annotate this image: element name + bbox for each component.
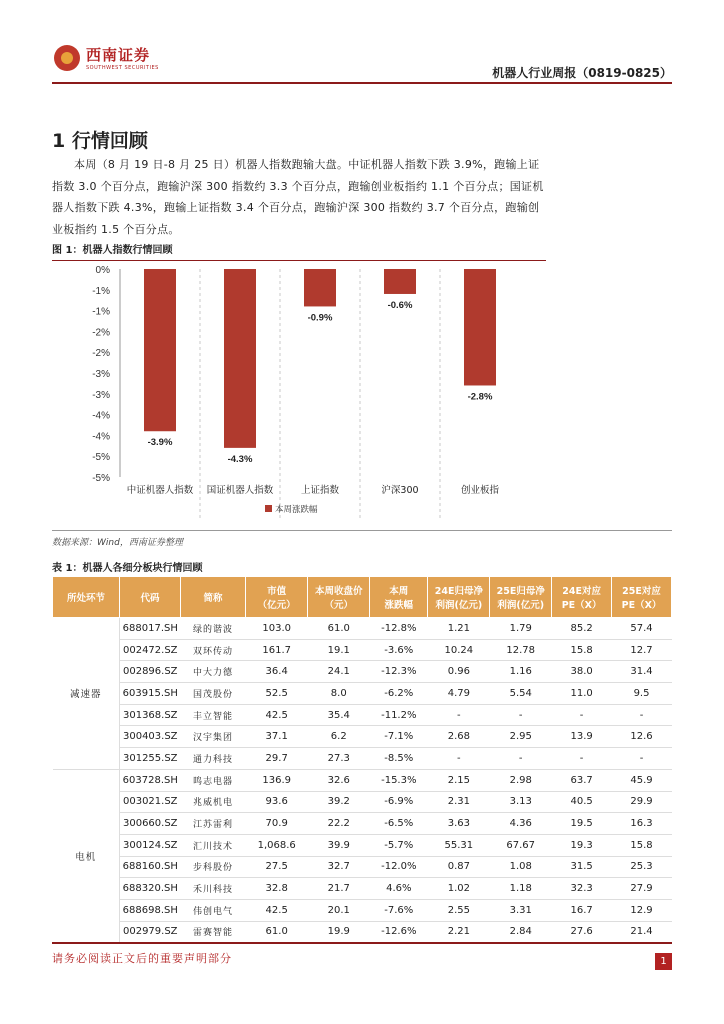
index-chart-svg — [52, 262, 546, 530]
table-cell: 通力科技 — [180, 748, 245, 770]
table-cell: 301368.SZ — [120, 704, 181, 726]
legend-swatch — [265, 505, 272, 512]
sector-cell: 减速器 — [53, 618, 120, 770]
table-cell: 19.3 — [552, 834, 612, 856]
logo-cn-text: 西南证券 — [86, 46, 151, 64]
table-header-cell — [612, 577, 672, 618]
table-cell: 9.5 — [612, 683, 672, 705]
table-cell: - — [428, 748, 490, 770]
table-cell: 603915.SH — [120, 683, 181, 705]
table-cell: 003021.SZ — [120, 791, 181, 813]
table-header-cell — [180, 577, 245, 618]
y-tick-label: -3% — [92, 389, 110, 401]
table-caption: 表 1：机器人各细分板块行情回顾 — [52, 559, 672, 579]
table-cell: 1.18 — [490, 878, 552, 900]
table-cell: 6.2 — [308, 726, 370, 748]
table-cell: 绿的谐波 — [180, 618, 245, 640]
header-line: 利润(亿元) — [435, 600, 483, 611]
table-cell: 16.3 — [612, 813, 672, 835]
header-line: （元） — [324, 600, 353, 611]
table-cell: 2.68 — [428, 726, 490, 748]
table-cell: -12.8% — [370, 618, 428, 640]
table-cell: 63.7 — [552, 769, 612, 791]
table-cell: -12.0% — [370, 856, 428, 878]
table-cell: 10.24 — [428, 639, 490, 661]
table-cell: 16.7 — [552, 899, 612, 921]
table-row — [53, 856, 672, 878]
table-cell: 301255.SZ — [120, 748, 181, 770]
table-cell: -7.6% — [370, 899, 428, 921]
table-cell: 21.4 — [612, 921, 672, 943]
table-cell: 57.4 — [612, 618, 672, 640]
table-row — [53, 921, 672, 943]
table-cell: 8.0 — [308, 683, 370, 705]
table-cell: -7.1% — [370, 726, 428, 748]
x-tick-label: 创业板指 — [460, 485, 500, 496]
table-header-cell — [246, 577, 308, 618]
table-cell: 1,068.6 — [246, 834, 308, 856]
table-cell: 31.5 — [552, 856, 612, 878]
table-cell: - — [552, 748, 612, 770]
table-header-cell — [120, 577, 181, 618]
table-cell: 67.67 — [490, 834, 552, 856]
table-cell: 688160.SH — [120, 856, 181, 878]
table-row — [53, 704, 672, 726]
table-cell: 002896.SZ — [120, 661, 181, 683]
figure-caption: 图 1：机器人指数行情回顾 — [52, 241, 546, 261]
table-cell: -8.5% — [370, 748, 428, 770]
table-cell: 禾川科技 — [180, 878, 245, 900]
table-cell: -15.3% — [370, 769, 428, 791]
chart-bar — [464, 269, 496, 385]
table-cell: 2.84 — [490, 921, 552, 943]
table-cell: 19.1 — [308, 639, 370, 661]
table-cell: 2.98 — [490, 769, 552, 791]
table-cell: 汇川技术 — [180, 834, 245, 856]
table-cell: -5.7% — [370, 834, 428, 856]
legend-label: 本周涨跌幅 — [275, 505, 318, 515]
table-cell: 19.9 — [308, 921, 370, 943]
table-row — [53, 726, 672, 748]
table-cell: 4.6% — [370, 878, 428, 900]
data-label: -2.8% — [467, 391, 493, 403]
table-row — [53, 618, 672, 640]
table-cell: -6.2% — [370, 683, 428, 705]
table-cell: 39.2 — [308, 791, 370, 813]
data-label: -3.9% — [147, 437, 173, 449]
table-cell: 雷赛智能 — [180, 921, 245, 943]
table-cell: - — [428, 704, 490, 726]
table-cell: 29.9 — [612, 791, 672, 813]
table-header-cell — [552, 577, 612, 618]
table-cell: 161.7 — [246, 639, 308, 661]
data-label: -4.3% — [227, 453, 253, 465]
table-cell: 38.0 — [552, 661, 612, 683]
table-cell: -6.9% — [370, 791, 428, 813]
table-cell: 4.36 — [490, 813, 552, 835]
header-line: 25E对应 — [622, 586, 661, 597]
table-cell: 42.5 — [246, 704, 308, 726]
header-divider — [52, 82, 672, 84]
header-line: 24E归母净 — [434, 586, 483, 597]
table-cell: 688698.SH — [120, 899, 181, 921]
table-cell: 688320.SH — [120, 878, 181, 900]
table-cell: 中大力德 — [180, 661, 245, 683]
table-cell: 002979.SZ — [120, 921, 181, 943]
table-cell: 29.7 — [246, 748, 308, 770]
x-tick-label: 沪深300 — [381, 485, 419, 496]
table-row — [53, 661, 672, 683]
table-cell: 61.0 — [246, 921, 308, 943]
table-cell: 85.2 — [552, 618, 612, 640]
table-cell: 0.87 — [428, 856, 490, 878]
header-line: （亿元） — [257, 600, 296, 611]
table-cell: 688017.SH — [120, 618, 181, 640]
table-cell: 35.4 — [308, 704, 370, 726]
y-tick-label: -4% — [92, 431, 110, 443]
y-tick-label: -3% — [92, 369, 110, 380]
table-cell: 2.95 — [490, 726, 552, 748]
table-cell: 27.3 — [308, 748, 370, 770]
y-tick-label: -5% — [92, 473, 110, 484]
chart-bar — [224, 269, 256, 448]
table-cell: 52.5 — [246, 683, 308, 705]
table-cell: 汉宇集团 — [180, 726, 245, 748]
footer-disclaimer: 请务必阅读正文后的重要声明部分 — [52, 952, 232, 965]
table-cell: 24.1 — [308, 661, 370, 683]
table-cell: 55.31 — [428, 834, 490, 856]
table-cell: 双环传动 — [180, 639, 245, 661]
header-line: 涨跌幅 — [384, 600, 414, 611]
table-cell: 25.3 — [612, 856, 672, 878]
y-tick-label: -4% — [92, 410, 110, 422]
table-cell: 江苏雷利 — [180, 813, 245, 835]
table-header-cell — [370, 577, 428, 618]
y-tick-label: -2% — [92, 327, 110, 339]
header-line: 本周收盘价 — [314, 586, 363, 597]
company-logo — [54, 44, 159, 71]
table-cell: 20.1 — [308, 899, 370, 921]
table-cell: 37.1 — [246, 726, 308, 748]
table-cell: -3.6% — [370, 639, 428, 661]
table-cell: 603728.SH — [120, 769, 181, 791]
header-line: PE（X） — [621, 600, 662, 611]
table-row — [53, 791, 672, 813]
table-cell: - — [490, 704, 552, 726]
table-cell: 1.16 — [490, 661, 552, 683]
table-cell: 1.79 — [490, 618, 552, 640]
table-cell: - — [612, 704, 672, 726]
y-tick-label: -1% — [92, 306, 110, 318]
table-cell: 19.5 — [552, 813, 612, 835]
table-cell: -11.2% — [370, 704, 428, 726]
table-cell: 1.08 — [490, 856, 552, 878]
table-cell: 12.7 — [612, 639, 672, 661]
table-cell: 3.31 — [490, 899, 552, 921]
table-cell: 40.5 — [552, 791, 612, 813]
table-cell: - — [490, 748, 552, 770]
table-cell: 2.21 — [428, 921, 490, 943]
table-row — [53, 899, 672, 921]
figure-source: 数据来源：Wind，西南证券整理 — [52, 530, 672, 548]
table-cell: 伟创电气 — [180, 899, 245, 921]
data-label: -0.9% — [307, 312, 333, 324]
table-cell: 32.6 — [308, 769, 370, 791]
x-tick-label: 国证机器人指数 — [206, 485, 274, 496]
table-cell: -12.6% — [370, 921, 428, 943]
table-cell: 12.6 — [612, 726, 672, 748]
table-cell: 3.13 — [490, 791, 552, 813]
table-cell: 103.0 — [246, 618, 308, 640]
table-cell: 32.7 — [308, 856, 370, 878]
table-row — [53, 748, 672, 770]
x-tick-label: 中证机器人指数 — [126, 485, 194, 496]
y-tick-label: -2% — [92, 348, 110, 360]
header-line: 所处环节 — [67, 593, 106, 604]
table-cell: 3.63 — [428, 813, 490, 835]
header-line: 简称 — [203, 593, 223, 604]
table-cell: 32.3 — [552, 878, 612, 900]
table-cell: 丰立智能 — [180, 704, 245, 726]
table-row — [53, 639, 672, 661]
table-cell: 12.9 — [612, 899, 672, 921]
table-cell: 70.9 — [246, 813, 308, 835]
table-cell: 27.6 — [552, 921, 612, 943]
table-cell: 27.9 — [612, 878, 672, 900]
table-cell: 11.0 — [552, 683, 612, 705]
table-cell: 兆威机电 — [180, 791, 245, 813]
header-line: 代码 — [140, 593, 160, 604]
logo-en-text: SOUTHWEST SECURITIES — [86, 65, 159, 71]
header-line: 24E对应 — [562, 586, 601, 597]
report-title: 机器人行业周报（0819-0825） — [492, 66, 672, 80]
table-cell: 300660.SZ — [120, 813, 181, 835]
table-cell: 22.2 — [308, 813, 370, 835]
table-cell: 300124.SZ — [120, 834, 181, 856]
table-cell: -6.5% — [370, 813, 428, 835]
table-cell: 1.21 — [428, 618, 490, 640]
table-header-cell — [53, 577, 120, 618]
table-cell: 1.02 — [428, 878, 490, 900]
table-cell: 5.54 — [490, 683, 552, 705]
table-cell: 2.15 — [428, 769, 490, 791]
page-number: 1 — [655, 953, 672, 970]
table-cell: 61.0 — [308, 618, 370, 640]
header-line: 市值 — [267, 586, 287, 597]
chart-bar — [144, 269, 176, 431]
table-cell: 步科股份 — [180, 856, 245, 878]
table-cell: 36.4 — [246, 661, 308, 683]
section-heading: 1 行情回顾 — [52, 130, 148, 152]
table-row — [53, 834, 672, 856]
table-header-cell — [490, 577, 552, 618]
table-header-cell — [428, 577, 490, 618]
table-cell: -12.3% — [370, 661, 428, 683]
header-line: 25E归母净 — [496, 586, 545, 597]
table-cell: 13.9 — [552, 726, 612, 748]
y-tick-label: -1% — [92, 285, 110, 297]
table-cell: 0.96 — [428, 661, 490, 683]
table-row — [53, 683, 672, 705]
y-tick-label: 0% — [95, 265, 110, 276]
table-cell: 002472.SZ — [120, 639, 181, 661]
data-label: -0.6% — [387, 299, 413, 311]
table-cell: 4.79 — [428, 683, 490, 705]
index-chart — [52, 262, 546, 530]
table-cell: 15.8 — [612, 834, 672, 856]
table-cell: 32.8 — [246, 878, 308, 900]
table-row — [53, 878, 672, 900]
table-cell: 15.8 — [552, 639, 612, 661]
table-cell: 21.7 — [308, 878, 370, 900]
x-tick-label: 上证指数 — [300, 485, 340, 496]
table-header-cell — [308, 577, 370, 618]
footer-divider — [52, 942, 672, 944]
table-row — [53, 813, 672, 835]
table-cell: 12.78 — [490, 639, 552, 661]
sector-cell: 电机 — [53, 769, 120, 943]
chart-bar — [384, 269, 416, 294]
header-line: 本周 — [389, 586, 409, 597]
table-cell: 42.5 — [246, 899, 308, 921]
summary-paragraph: 本周（8 月 19 日-8 月 25 日）机器人指数跑输大盘。中证机器人指数下跌 3.9%，跑输上证指数 3.0 个百分点，跑输沪深 300 指数约 3.3 个百分点，跑输创业板指约 1.1 个百分点；国证机器人指数下跌 4.3%，跑输上证指数 3.4 个百分点，跑输沪深 300 指数约 3.7 个百分点，跑输创业板指约 1.5 个百分点。 — [52, 158, 544, 236]
table-cell: 45.9 — [612, 769, 672, 791]
table-header-row — [53, 577, 672, 618]
table-cell: 27.5 — [246, 856, 308, 878]
table-cell: 2.31 — [428, 791, 490, 813]
table-cell: - — [612, 748, 672, 770]
table-cell: 2.55 — [428, 899, 490, 921]
table-cell: 39.9 — [308, 834, 370, 856]
table-cell: - — [552, 704, 612, 726]
table-row — [53, 769, 672, 791]
table-cell: 300403.SZ — [120, 726, 181, 748]
table-cell: 136.9 — [246, 769, 308, 791]
table-cell: 93.6 — [246, 791, 308, 813]
chart-bar — [304, 269, 336, 306]
header-line: 利润(亿元) — [497, 600, 545, 611]
table-cell: 鸣志电器 — [180, 769, 245, 791]
table-cell: 国茂股份 — [180, 683, 245, 705]
logo-emblem-icon — [54, 45, 80, 71]
sector-table — [52, 576, 672, 943]
y-tick-label: -5% — [92, 452, 110, 464]
header-line: PE（X） — [561, 600, 602, 611]
table-cell: 31.4 — [612, 661, 672, 683]
